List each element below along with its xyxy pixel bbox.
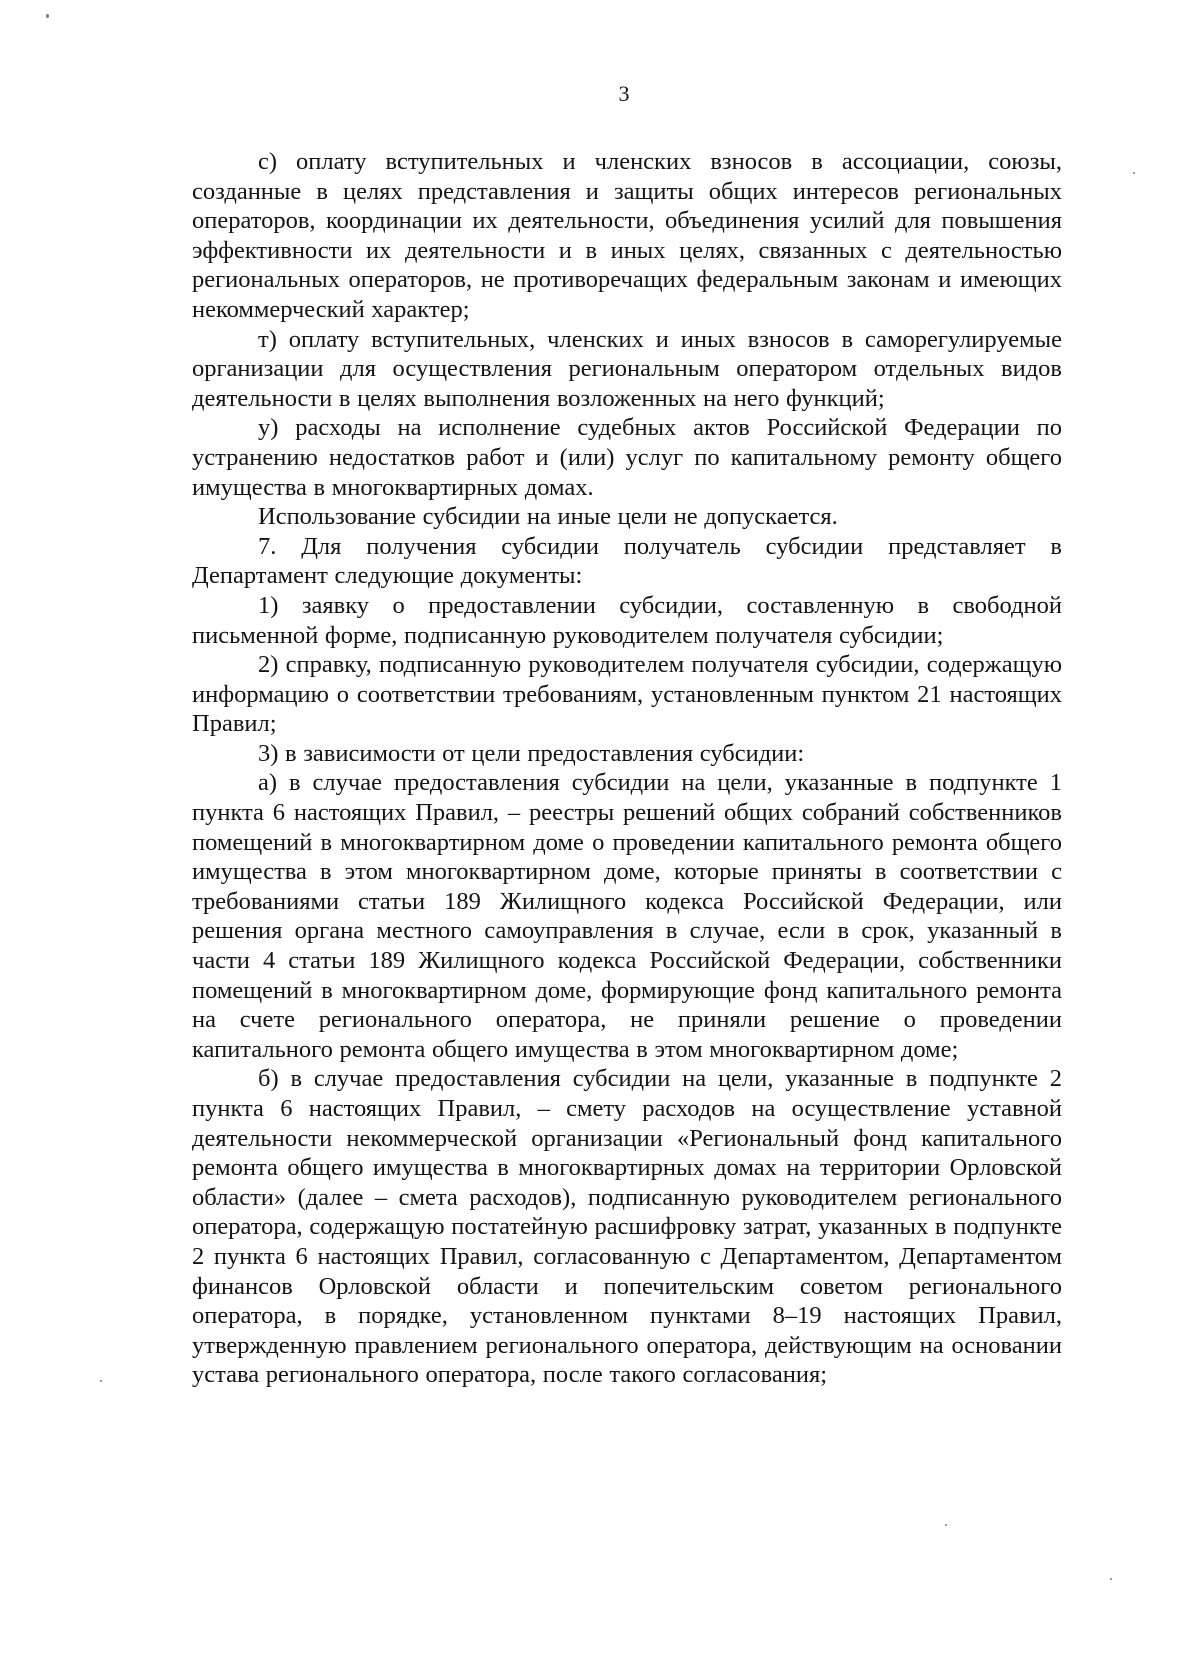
paragraph-item-b: б) в случае предоставления субсидии на цели, указанные в подпункте 2 пункта 6 настоящих Правил, – смету расходов на осуществление уставной деятельности некоммерческой организации «Региональный фонд капитального ремонта общего имущества в многоквартирных домах на территории Орловской области» (далее – смета расходов), подписанную руководителем регионального оператора, содержащую постатейную расшифровку затрат, указанных в подпункте 2 пункта 6 настоящих Правил, согласованную с Департаментом, Департаментом финансов Орловской области и попечительским советом регионального оператора, в порядке, установленном пунктами 8–19 настоящих Правил, утвержденную правлением регионального оператора, действующим на основании устава регионального оператора, после такого согласования;: [192, 1065, 1062, 1389]
paragraph-usage-restriction: Использование субсидии на иные цели не допускается.: [258, 503, 838, 531]
paragraph-item-t: т) оплату вступительных, членских и иных взносов в саморегулируемые организации для осуществления региональным оператором отдельных видов деятельности в целях выполнения возложенных на него функций;: [192, 325, 1062, 412]
paragraph-subclause-3: 3) в зависимости от цели предоставления субсидии:: [258, 739, 805, 767]
paragraph-subclause-1: 1) заявку о предоставлении субсидии, составленную в свободной письменной форме, подписанную руководителем получателя субсидии;: [192, 591, 1062, 649]
scan-speck: [1133, 172, 1135, 174]
document-body: [192, 147, 1062, 1390]
scan-speck: [1110, 1578, 1112, 1580]
paragraph-item-s: с) оплату вступительных и членских взносов в ассоциации, союзы, созданные в целях представления и защиты общих интересов региональных операторов, координации их деятельности, объединения усилий для повышения эффективности их деятельности и в иных целях, связанных с деятельностью региональных операторов, не противоречащих федеральным законам и имеющих некоммерческий характер;: [192, 148, 1062, 323]
page-number: 3: [618, 81, 630, 106]
paragraph-clause-7: 7. Для получения субсидии получатель субсидии представляет в Департамент следующие документы:: [192, 532, 1062, 590]
scan-speck: [46, 14, 49, 18]
scan-speck: [100, 1380, 102, 1382]
paragraph-subclause-2: 2) справку, подписанную руководителем получателя субсидии, содержащую информацию о соответствии требованиям, установленным пунктом 21 настоящих Правил;: [192, 651, 1062, 738]
paragraph-item-u: у) расходы на исполнение судебных актов Российской Федерации по устранению недостатков работ и (или) услуг по капитальному ремонту общего имущества в многоквартирных домах.: [192, 414, 1062, 501]
scan-speck: [945, 1524, 947, 1526]
paragraph-item-a: а) в случае предоставления субсидии на цели, указанные в подпункте 1 пункта 6 настоящих Правил, – реестры решений общих собраний собственников помещений в многоквартирном доме о проведении капитального ремонта общего имущества в этом многоквартирном доме, которые приняты в соответствии с требованиями статьи 189 Жилищного кодекса Российской Федерации, или решения органа местного самоуправления в случае, если в срок, указанный в части 4 статьи 189 Жилищного кодекса Российской Федерации, собственники помещений в многоквартирном доме, формирующие фонд капитального ремонта на счете регионального оператора, не приняли решение о проведении капитального ремонта общего имущества в этом многоквартирном доме;: [192, 769, 1062, 1063]
